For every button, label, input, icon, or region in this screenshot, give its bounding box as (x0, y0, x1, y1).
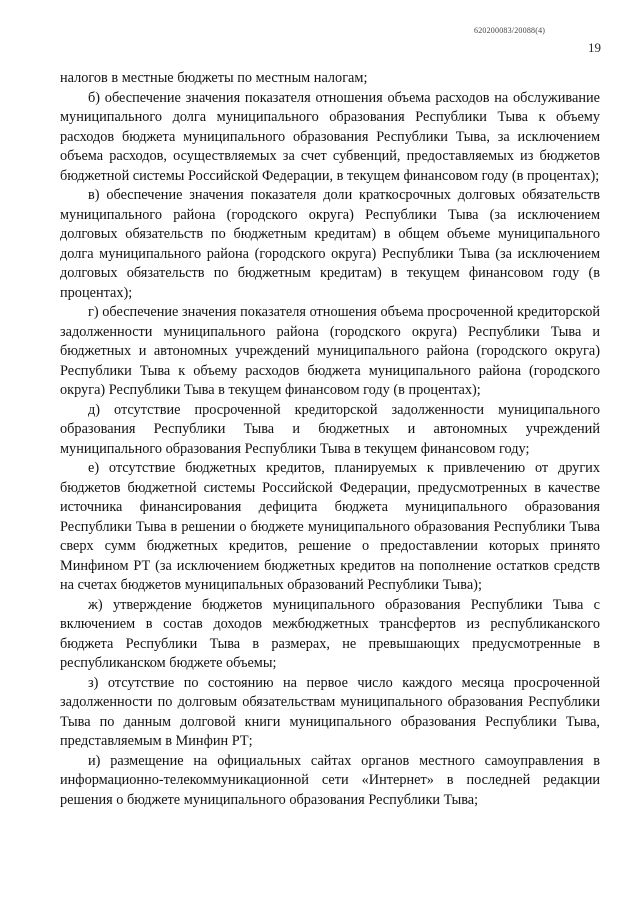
paragraph-item-g: г) обеспечение значения показателя отношения объема просроченной кредиторской задолженности муниципального района (городского округа) Республики Тыва и бюджетных и автономных учреждений муниципального района (городского округа) Республики Тыва к объему расходов бюджета муниципального района (городского округа) Республики Тыва в текущем финансовом году (в процентах); (60, 304, 600, 398)
paragraph-continuation: налогов в местные бюджеты по местным налогам; (60, 70, 368, 86)
paragraph-item-i: и) размещение на официальных сайтах органов местного самоуправления в информационно-телекоммуникационной сети «Интернет» в последней редакции решения о бюджете муниципального образования Республики Тыва; (60, 752, 600, 808)
document-body (60, 69, 600, 810)
paragraph-item-d: д) отсутствие просроченной кредиторской задолженности муниципального образования Республики Тыва и бюджетных и автономных учреждений муниципального образования Республики Тыва в текущем финансовом году; (60, 401, 600, 457)
paragraph-item-b: б) обеспечение значения показателя отношения объема расходов на обслуживание муниципального долга муниципального образования Республики Тыва к объему расходов бюджета муниципального образования Республики Тыва, за исключением объема расходов, осуществляемых за счет субвенций, предоставляемых из бюджетов бюджетной системы Российской Федерации, в текущем финансовом году (в процентах); (60, 89, 600, 184)
paragraph-item-v: в) обеспечение значения показателя доли краткосрочных долговых обязательств муниципального района (городского округа) Республики Тыва (за исключением долговых обязательств по бюджетным кредитам) в общем объеме муниципального долга муниципального района (городского округа) Республики Тыва (за исключением долговых обязательств по бюджетным кредитам) в текущем финансовом году (в процентах); (60, 187, 600, 301)
paragraph-item-zh: ж) утверждение бюджетов муниципального образования Республики Тыва с включением в состав доходов межбюджетных трансфертов из республиканского бюджета Республики Тыва в размерах, не превышающих предусмотренные в республиканском бюджете объемы; (60, 596, 600, 671)
page-number: 19 (588, 40, 601, 55)
document-id: 620200083/20088(4) (474, 26, 546, 35)
paragraph-item-z: з) отсутствие по состоянию на первое число каждого месяца просроченной задолженности по долговым обязательствам муниципального образования Республики Тыва по данным долговой книги муниципального образования Республики Тыва, представляемым в Минфин РТ; (60, 674, 600, 749)
paragraph-item-e: е) отсутствие бюджетных кредитов, планируемых к привлечению от других бюджетов бюджетной системы Российской Федерации, предусмотренных в качестве источника финансирования дефицита бюджета муниципального образования Республики Тыва в решении о бюджете муниципального образования Республики Тыва сверх сумм бюджетных кредитов, решение о предоставлении которых принято Минфином РТ (за исключением бюджетных кредитов на пополнение остатков средств на счетах бюджетов муниципальных образований Республики Тыва); (60, 460, 600, 593)
